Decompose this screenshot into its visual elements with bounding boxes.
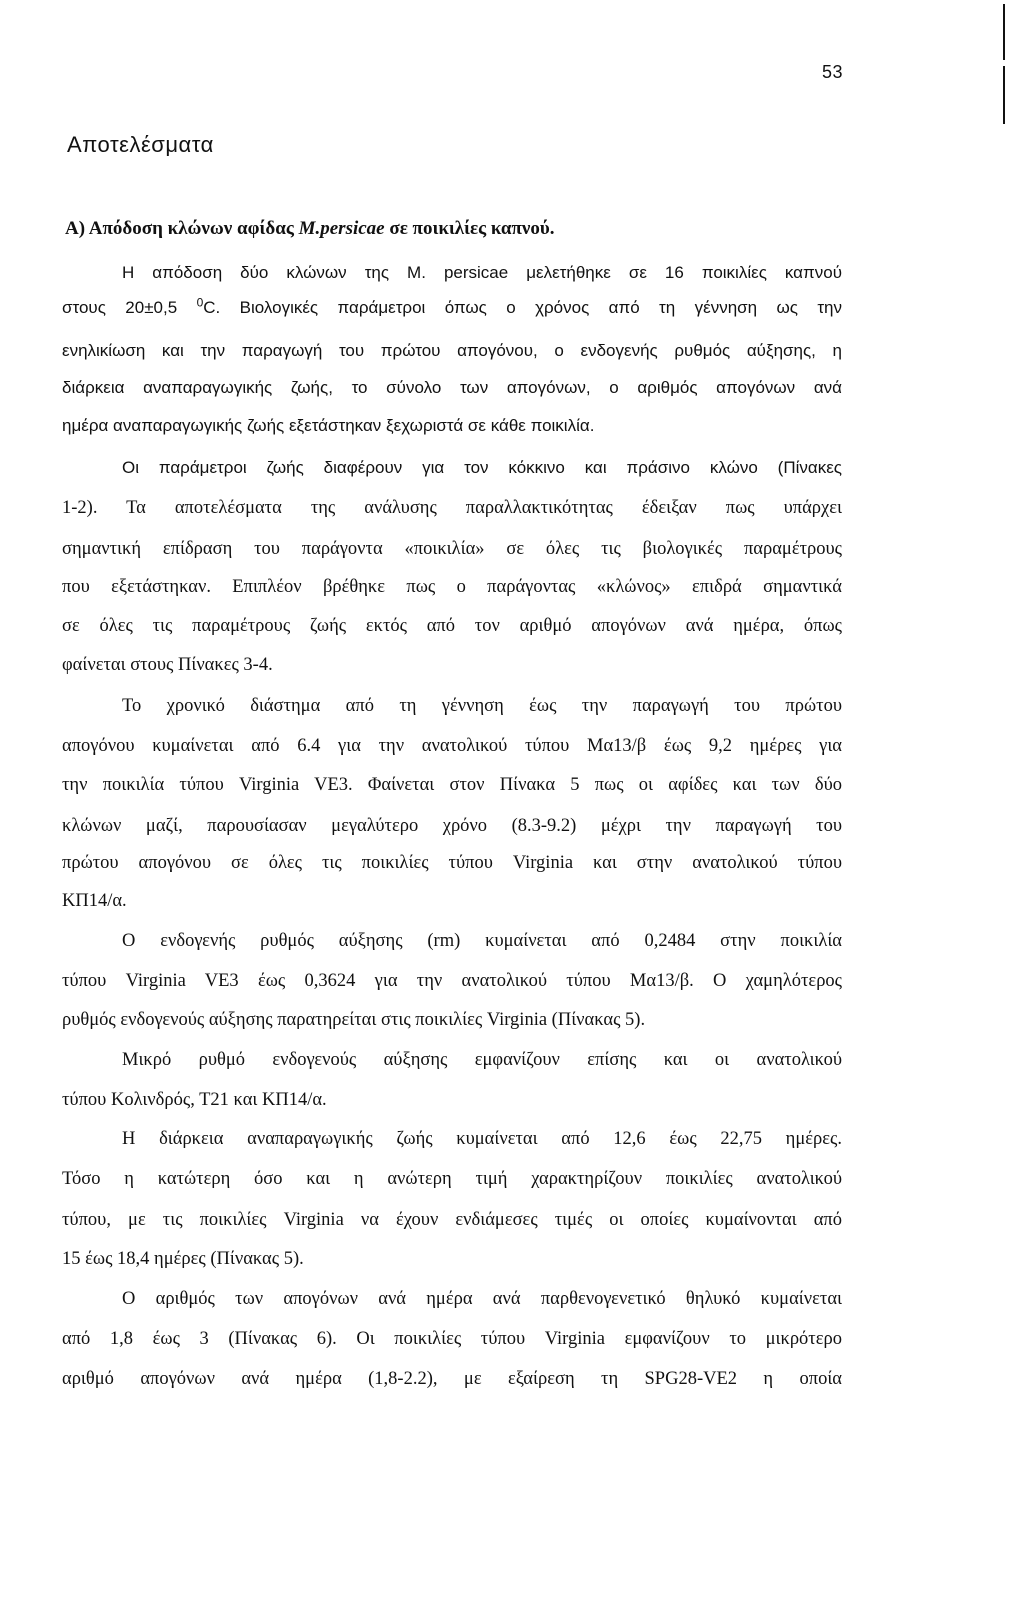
paragraph-line: τύπου Virginia VE3 έως 0,3624 για την ανατολικού τύπου Μα13/β. Ο χαμηλότερος (62, 971, 842, 991)
paragraph-line: ενηλικίωση και την παραγωγή του πρώτου απογόνου, ο ενδογενής ρυθμός αύξησης, η (62, 341, 842, 360)
paragraph-line: Οι παράμετροι ζωής διαφέρουν για τον κόκκινο και πράσινο κλώνο (Πίνακες (122, 458, 842, 477)
paragraph-line: Η απόδοση δύο κλώνων της M. persicae μελετήθηκε σε 16 ποικιλίες καπνού (122, 263, 842, 282)
paragraph-line: 1-2). Τα αποτελέσματα της ανάλυσης παραλλακτικότητας έδειξαν πως υπάρχει (62, 498, 842, 518)
paragraph-line: σημαντική επίδραση του παράγοντα «ποικιλία» σε όλες τις βιολογικές παραμέτρους (62, 539, 842, 559)
paragraph-line: Η διάρκεια αναπαραγωγικής ζωής κυμαίνεται από 12,6 έως 22,75 ημέρες. (122, 1129, 842, 1149)
section-title: Αποτελέσματα (67, 132, 214, 157)
paragraph-line: που εξετάστηκαν. Επιπλέον βρέθηκε πως ο παράγοντας «κλώνος» επιδρά σημαντικά (62, 577, 842, 597)
paragraph-line: Ο αριθμός των απογόνων ανά ημέρα ανά παρθενογενετικό θηλυκό κυμαίνεται (122, 1289, 842, 1309)
paragraph-line: Τόσο η κατώτερη όσο και η ανώτερη τιμή χαρακτηρίζουν ποικιλίες ανατολικού (62, 1169, 842, 1189)
paragraph-line: τύπου Κολινδρός, Τ21 και ΚΠ14/α. (62, 1090, 327, 1110)
paragraph-line: κλώνων μαζί, παρουσίασαν μεγαλύτερο χρόνο (8.3-9.2) μέχρι την παραγωγή του (62, 816, 842, 836)
paragraph-line: πρώτου απογόνου σε όλες τις ποικιλίες τύπου Virginia και στην ανατολικού τύπου (62, 853, 842, 873)
paragraph-line: ΚΠ14/α. (62, 891, 127, 911)
paragraph-line: στους 20±0,5 $^0$C. Βιολογικές παράμετροι όπως ο χρόνος από τη γέννηση ως την (62, 295, 842, 317)
paragraph-line: Το χρονικό διάστημα από τη γέννηση έως την παραγωγή του πρώτου (122, 696, 842, 716)
paragraph-line: 15 έως 18,4 ημέρες (Πίνακας 5). (62, 1249, 304, 1269)
paragraph-line: Ο ενδογενής ρυθμός αύξησης (rm) κυμαίνεται από 0,2484 στην ποικιλία (122, 931, 842, 951)
paragraph-line: ρυθμός ενδογενούς αύξησης παρατηρείται στις ποικιλίες Virginia (Πίνακας 5). (62, 1010, 646, 1030)
paragraph-line: διάρκεια αναπαραγωγικής ζωής, το σύνολο των απογόνων, ο αριθμός απογόνων ανά (62, 378, 842, 397)
paragraph-line: σε όλες τις παραμέτρους ζωής εκτός από τον αριθμό απογόνων ανά ημέρα, όπως (62, 616, 842, 636)
page-edge-line (1003, 4, 1005, 60)
paragraph-line: από 1,8 έως 3 (Πίνακας 6). Οι ποικιλίες τύπου Virginia εμφανίζουν το μικρότερο (62, 1329, 842, 1349)
paragraph-line: απογόνου κυμαίνεται από 6.4 για την ανατολικού τύπου Μα13/β έως 9,2 ημέρες για (62, 736, 842, 756)
paragraph-line: αριθμό απογόνων ανά ημέρα (1,8-2.2), με εξαίρεση τη SPG28-VE2 η οποία (62, 1369, 842, 1389)
paragraph-line: τύπου, με τις ποικιλίες Virginia να έχουν ενδιάμεσες τιμές οι οποίες κυμαίνονται από (62, 1210, 842, 1230)
page-number: 53 (822, 62, 844, 82)
paragraph-line: Μικρό ρυθμό ενδογενούς αύξησης εμφανίζουν επίσης και οι ανατολικού (122, 1050, 842, 1070)
paragraph-line: ημέρα αναπαραγωγικής ζωής εξετάστηκαν ξεχωριστά σε κάθε ποικιλία. (62, 416, 595, 435)
page-edge-line (1003, 66, 1005, 124)
paragraph-line: την ποικιλία τύπου Virginia VE3. Φαίνεται στον Πίνακα 5 πως οι αφίδες και των δύο (62, 775, 842, 795)
subheading: Α) Απόδοση κλώνων αφίδας M.persicae σε ποικιλίες καπνού. (65, 218, 555, 239)
paragraph-line: φαίνεται στους Πίνακες 3-4. (62, 655, 273, 675)
